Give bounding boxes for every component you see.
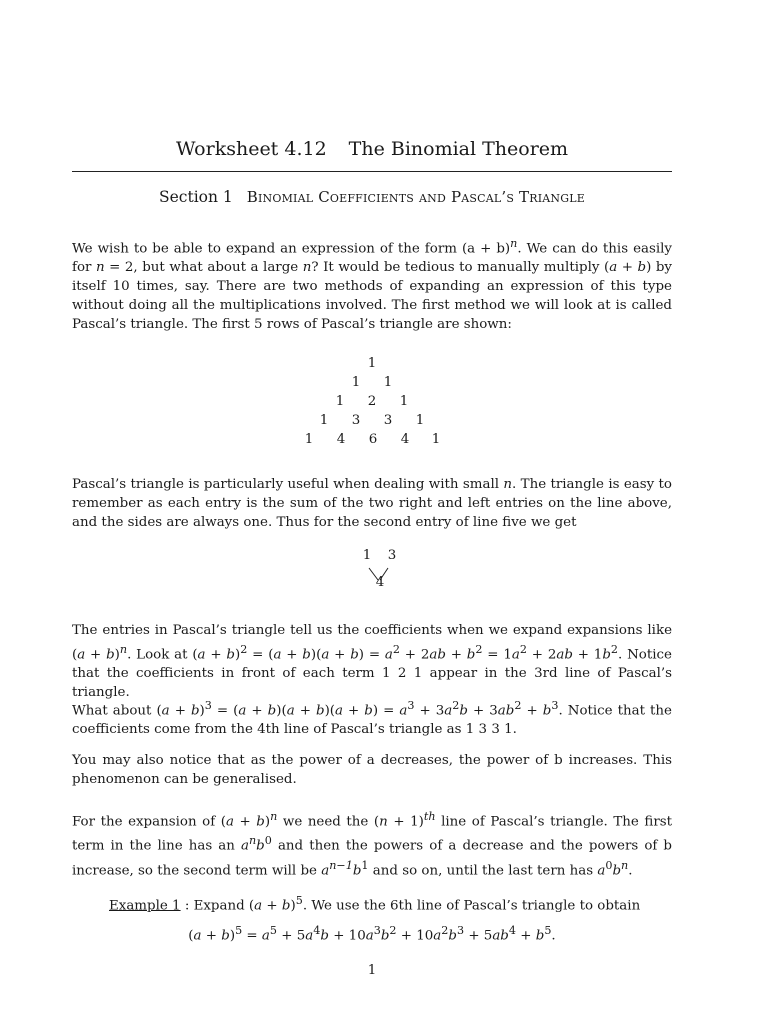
triangle-row-1 — [0, 354, 768, 373]
section-name: Binomial Coefficients and Pascal’s Triangle — [246, 188, 585, 206]
worksheet-name: The Binomial Theorem — [348, 138, 569, 160]
sum-diagram — [340, 546, 410, 592]
cubic-paragraph: What about $(a + b)^3 = (a + b)(a + b)(a + b) = a^3 + 3a^2b + 3ab^2 + b^3$. Notice that the coefficients come from the 4th line of Pascal’s triangle as 1 3 3 1. — [72, 699, 672, 738]
triangle-entry: 1 — [335, 394, 345, 409]
example-1-equation: $(a + b)^5 = a^5 + 5a^4b + 10a^3b^2 + 10a^2b^3 + 5ab^4 + b^5$. — [188, 924, 556, 944]
triangle-entry: 1 — [304, 432, 314, 447]
triangle-entry: 3 — [351, 413, 361, 428]
triangle-entry: 2 — [367, 394, 377, 409]
triangle-entry: 6 — [368, 432, 378, 447]
triangle-entry: 1 — [399, 394, 409, 409]
title-rule — [72, 171, 672, 172]
page-number: 1 — [367, 963, 377, 978]
triangle-row-4 — [0, 411, 768, 430]
sum-left-entry: 1 — [362, 548, 372, 563]
section-heading — [72, 186, 672, 208]
triangle-entry: 1 — [383, 375, 393, 390]
sum-right-entry: 3 — [387, 548, 397, 563]
coefficients-paragraph: The entries in Pascal’s triangle tell us the coefficients when we expand expansions like $(a + b)^n$. Look at $(a + b)^2 = (a + b)(a + b) = a^2 + 2ab + b^2 = 1a^2 + 2ab + 1b^2$. Notice that the coefficients in front of each term 1 2 1 appear in the 3rd line of Pascal’s triangle. — [72, 623, 672, 701]
example-1: Example 1 : Expand $(a + b)^5$. We use the 6th line of Pascal’s triangle to obtain — [109, 894, 641, 914]
section-number: Section 1 — [159, 188, 233, 206]
triangle-entry: 1 — [431, 432, 441, 447]
triangle-row-3 — [0, 392, 768, 411]
triangle-entry: 1 — [319, 413, 329, 428]
triangle-row-5 — [0, 430, 768, 449]
page-title — [72, 134, 672, 164]
triangle-entry: 1 — [367, 356, 377, 371]
phenomenon-paragraph: You may also notice that as the power of a decreases, the power of b increases. This phenomenon can be generalised. — [72, 753, 672, 787]
general-expansion-paragraph: For the expansion of $(a + b)^n$ we need the $(n + 1)^{th}$ line of Pascal’s triangle. The first term in the line has an $a^nb^0$ and then the powers of a decrease and the powers of b increase, so the second term will be $a^{n-1}b^1$ and so on, until the last tern has $a^0b^n$. — [72, 810, 672, 879]
worksheet-number: Worksheet 4.12 — [175, 138, 327, 160]
intro-paragraph: We wish to be able to expand an expression of the form $(a + b)^n$. We can do this easily for n = 2, but what about a large n? It would be tedious to manually multiply (a + b) by itself 10 times, say. There are two methods of expanding an expression of this type without doing all the multiplications involved. The first method we will look at is called Pascal’s triangle. The first 5 rows of Pascal’s triangle are shown: — [72, 237, 672, 333]
triangle-entry: 1 — [415, 413, 425, 428]
triangle-entry: 4 — [336, 432, 346, 447]
triangle-entry: 3 — [383, 413, 393, 428]
triangle-entry: 4 — [400, 432, 410, 447]
triangle-entry: 1 — [351, 375, 361, 390]
triangle-explanation-paragraph: Pascal’s triangle is particularly useful when dealing with small n. The triangle is easy to remember as each entry is the sum of the two right and left entries on the line above, and the sides are always one. Thus for the second entry of line five we get — [72, 477, 672, 530]
example-label: Example 1 — [109, 898, 181, 914]
triangle-row-2 — [0, 373, 768, 392]
sum-result-entry: 4 — [375, 575, 385, 590]
